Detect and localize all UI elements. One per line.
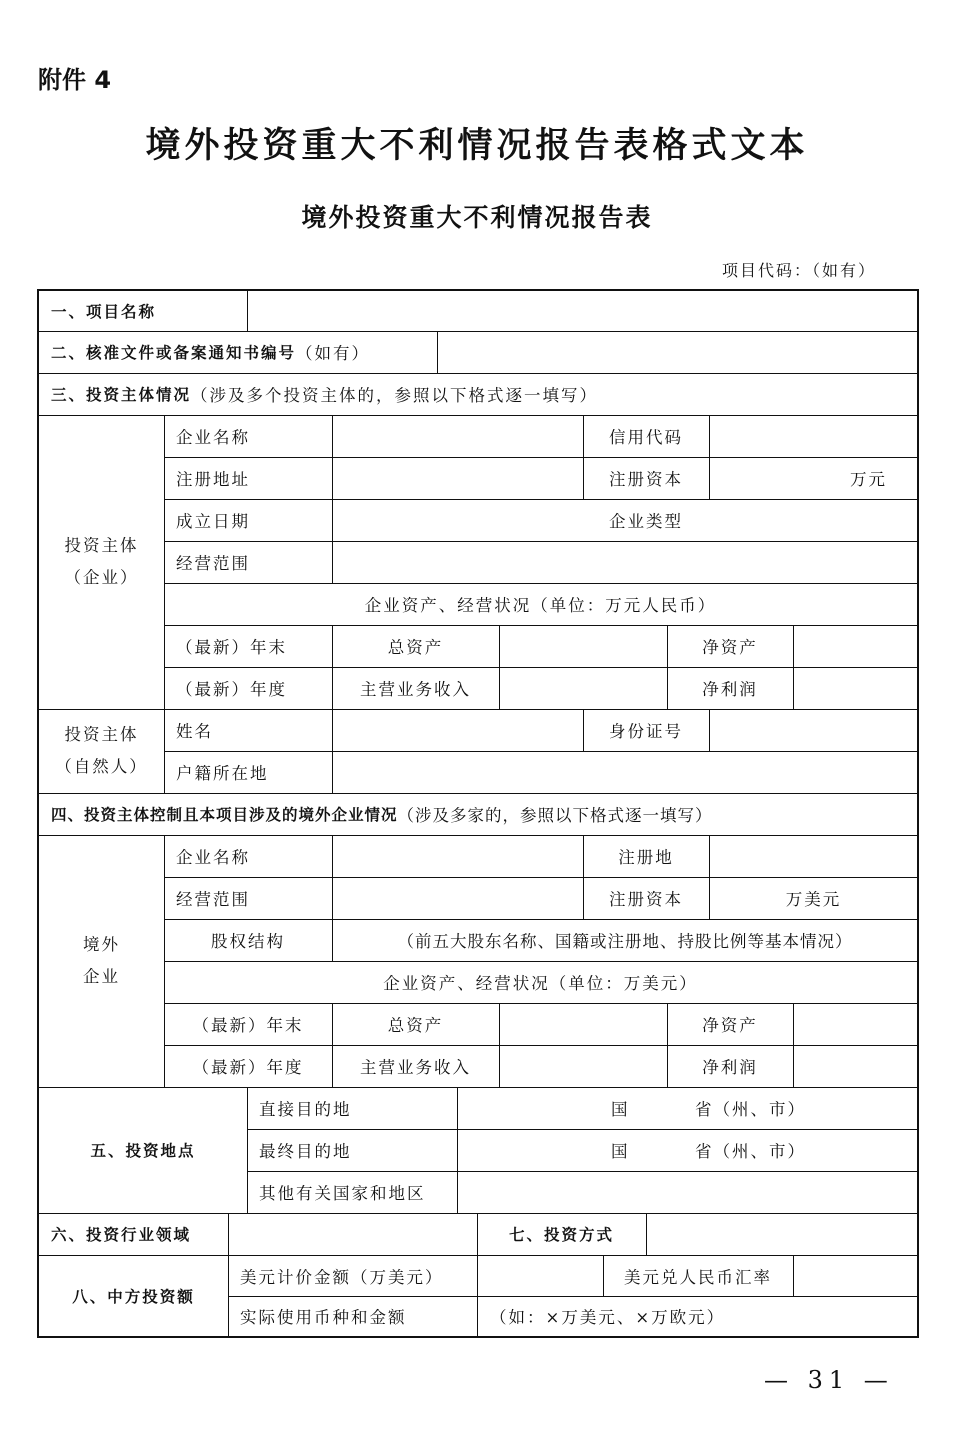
direct-destination-input[interactable] bbox=[458, 1087, 917, 1129]
page-number: — 31 — bbox=[764, 1366, 894, 1394]
overseas-capital-label: 注册资本 bbox=[609, 890, 683, 909]
reg-capital-label: 注册资本 bbox=[609, 470, 683, 489]
household-input[interactable] bbox=[333, 751, 917, 793]
year-end-label: （最新）年末 bbox=[176, 638, 287, 657]
section4-title: 四、投资主体控制且本项目涉及的境外企业情况 bbox=[51, 806, 398, 824]
investment-method-label: 七、投资方式 bbox=[508, 1226, 614, 1244]
investor-enterprise-line2: （企业） bbox=[64, 568, 139, 587]
net-assets-input[interactable] bbox=[794, 625, 917, 667]
main-revenue-label: 主营业务收入 bbox=[360, 680, 471, 699]
approval-number-title: 二、核准文件或备案通知书编号 bbox=[51, 344, 297, 362]
industry-label: 六、投资行业领域 bbox=[51, 1226, 192, 1244]
overseas-total-assets-input[interactable] bbox=[500, 1003, 667, 1045]
approval-number-label bbox=[39, 331, 437, 373]
company-name-label: 企业名称 bbox=[176, 428, 250, 447]
investment-method-input[interactable] bbox=[647, 1213, 917, 1255]
other-regions-input[interactable] bbox=[458, 1171, 917, 1213]
section3-note: （涉及多个投资主体的，参照以下格式逐一填写） bbox=[191, 386, 599, 405]
net-profit-label: 净利润 bbox=[702, 680, 758, 699]
overseas-profit-input[interactable] bbox=[794, 1045, 917, 1087]
reg-address-label: 注册地址 bbox=[176, 470, 250, 489]
overseas-net-assets-input[interactable] bbox=[794, 1003, 917, 1045]
total-assets-label: 总资产 bbox=[387, 638, 444, 657]
household-label: 户籍所在地 bbox=[176, 764, 269, 783]
final-province-label: 省（州、市） bbox=[695, 1142, 806, 1161]
approval-number-suffix: （如有） bbox=[296, 344, 371, 363]
investor-person-label bbox=[39, 709, 164, 793]
final-destination-label: 最终目的地 bbox=[259, 1142, 352, 1161]
section3-title: 三、投资主体情况 bbox=[51, 386, 192, 404]
project-name-label: 一、项目名称 bbox=[51, 303, 157, 321]
overseas-name-input[interactable] bbox=[333, 835, 583, 877]
direct-destination-label: 直接目的地 bbox=[259, 1100, 352, 1119]
business-scope-input[interactable] bbox=[333, 541, 917, 583]
overseas-net-assets-label: 净资产 bbox=[702, 1016, 758, 1035]
overseas-year-label: （最新）年度 bbox=[192, 1058, 304, 1077]
final-destination-input[interactable] bbox=[458, 1129, 917, 1171]
report-form bbox=[37, 289, 919, 1338]
company-type-label: 企业类型 bbox=[609, 512, 683, 531]
net-profit-input[interactable] bbox=[794, 667, 917, 709]
section4-header bbox=[39, 793, 917, 835]
direct-province-label: 省（州、市） bbox=[695, 1100, 806, 1119]
overseas-company-label bbox=[39, 835, 164, 1087]
project-code-label: 项目代码：（如有） bbox=[721, 261, 876, 280]
est-date-input[interactable] bbox=[333, 499, 583, 541]
form-title: 境外投资重大不利情况报告表 bbox=[301, 203, 653, 232]
industry-input[interactable] bbox=[229, 1213, 477, 1255]
overseas-company-line1: 境外 bbox=[83, 935, 120, 954]
exchange-rate-label: 美元兑人民币汇率 bbox=[624, 1267, 772, 1287]
investor-enterprise-line1: 投资主体 bbox=[64, 536, 139, 555]
chinese-investment-label: 八、中方投资额 bbox=[72, 1287, 195, 1306]
equity-input[interactable]: （前五大股东名称、国籍或注册地、持股比例等基本情况） bbox=[397, 932, 853, 951]
total-assets-input[interactable] bbox=[500, 625, 667, 667]
investor-enterprise-label bbox=[39, 415, 164, 709]
net-assets-label: 净资产 bbox=[702, 638, 758, 657]
usd-amount-input[interactable] bbox=[478, 1255, 603, 1296]
credit-code-label: 信用代码 bbox=[609, 428, 683, 447]
page-title: 境外投资重大不利情况报告表格式文本 bbox=[145, 125, 809, 166]
main-revenue-input[interactable] bbox=[500, 667, 667, 709]
direct-country-label: 国 bbox=[611, 1100, 630, 1119]
overseas-company-line2: 企业 bbox=[83, 967, 120, 986]
overseas-revenue-input[interactable] bbox=[500, 1045, 667, 1087]
overseas-profit-label: 净利润 bbox=[702, 1058, 758, 1077]
actual-currency-input[interactable]: （如：×万美元、×万欧元） bbox=[490, 1308, 726, 1327]
investment-location-label: 五、投资地点 bbox=[90, 1142, 196, 1160]
project-name-input[interactable] bbox=[248, 291, 917, 331]
final-country-label: 国 bbox=[611, 1142, 630, 1161]
investor-person-line2: （自然人） bbox=[55, 757, 148, 776]
other-regions-label: 其他有关国家和地区 bbox=[259, 1184, 426, 1203]
equity-label: 股权结构 bbox=[211, 932, 285, 951]
person-name-input[interactable] bbox=[333, 709, 583, 751]
est-date-label: 成立日期 bbox=[176, 512, 250, 531]
overseas-revenue-label: 主营业务收入 bbox=[360, 1058, 471, 1077]
id-number-input[interactable] bbox=[710, 709, 917, 751]
overseas-scope-label: 经营范围 bbox=[176, 890, 250, 909]
overseas-capital-input[interactable]: 万美元 bbox=[785, 890, 842, 909]
company-type-input[interactable] bbox=[710, 499, 917, 541]
assets-status-heading: 企业资产、经营状况（单位：万元人民币） bbox=[364, 596, 717, 615]
person-name-label: 姓名 bbox=[176, 722, 213, 741]
reg-address-input[interactable] bbox=[333, 457, 583, 499]
exchange-rate-input[interactable] bbox=[794, 1255, 917, 1296]
overseas-total-assets-label: 总资产 bbox=[387, 1016, 444, 1035]
company-name-input[interactable] bbox=[333, 415, 583, 457]
year-label: （最新）年度 bbox=[176, 680, 287, 699]
usd-amount-label: 美元计价金额（万美元） bbox=[240, 1267, 444, 1287]
actual-currency-label: 实际使用币种和金额 bbox=[240, 1308, 407, 1327]
investor-person-line1: 投资主体 bbox=[64, 725, 139, 744]
credit-code-input[interactable] bbox=[710, 415, 917, 457]
business-scope-label: 经营范围 bbox=[176, 554, 250, 573]
reg-place-input[interactable] bbox=[710, 835, 917, 877]
reg-capital-input[interactable]: 万元 bbox=[850, 470, 887, 489]
id-number-label: 身份证号 bbox=[609, 722, 683, 741]
section4-note: （涉及多家的，参照以下格式逐一填写） bbox=[397, 806, 713, 825]
overseas-assets-heading: 企业资产、经营状况（单位：万美元） bbox=[383, 974, 698, 993]
reg-place-label: 注册地 bbox=[618, 848, 674, 867]
overseas-scope-input[interactable] bbox=[333, 877, 583, 919]
approval-number-input[interactable] bbox=[438, 331, 917, 373]
overseas-name-label: 企业名称 bbox=[176, 848, 250, 867]
section3-header bbox=[39, 373, 917, 415]
overseas-year-end-label: （最新）年末 bbox=[192, 1016, 304, 1035]
attachment-label: 附件 4 bbox=[38, 66, 112, 94]
